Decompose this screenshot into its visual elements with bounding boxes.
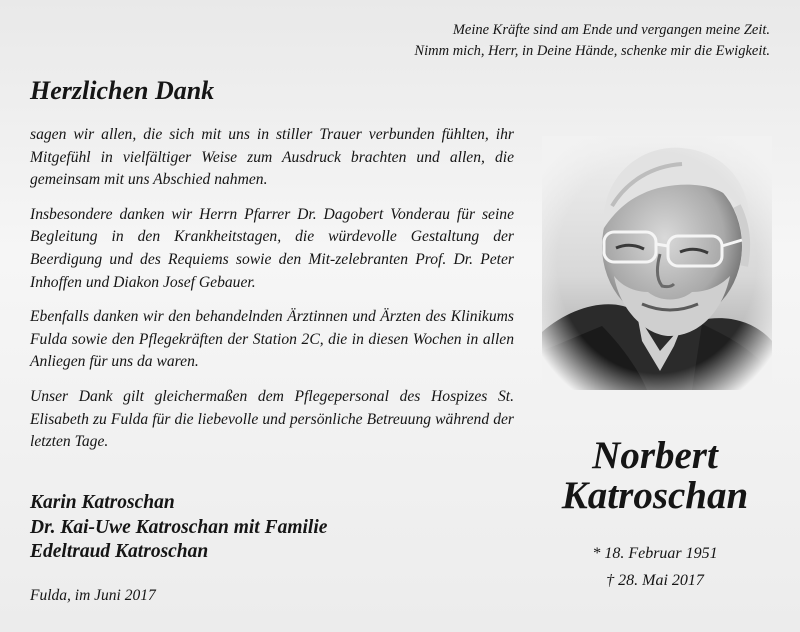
paragraph-2: Insbesondere danken wir Herrn Pfarrer Dr. Dagobert Vonderau für seine Begleitung in den Krankheitstagen, die würdevolle Gestaltung der Beerdigung und des Requiems sowie den Mit-zelebranten Prof. Dr. Peter Inhoffen und Diakon Josef Gebauer. — [30, 205, 514, 291]
thanks-text — [30, 124, 514, 466]
paragraph-3: Ebenfalls danken wir den behandelnden Ärztinnen und Ärzten des Klinikums Fulda sowie den Pflegekräften der Station 2C, die in diesen Wochen in allen Anliegen für uns da waren. — [30, 308, 514, 371]
paragraph-4: Unser Dank gilt gleichermaßen dem Pflegepersonal des Hospizes St. Elisabeth zu Fulda für die liebevolle und persönliche Betreuung während der letzten Tage. — [30, 387, 514, 451]
place-date: Fulda, im Juni 2017 — [30, 587, 156, 604]
motto-line-1: Meine Kräfte sind am Ende und vergangen meine Zeit. — [452, 22, 770, 38]
signer-3: Edeltraud Katroschan — [30, 541, 209, 562]
signers-list — [30, 491, 327, 565]
thanks-heading: Herzlichen Dank — [30, 76, 215, 105]
signer-1: Karin Katroschan — [30, 492, 175, 513]
motto-line-2: Nimm mich, Herr, in Deine Hände, schenke mir die Ewigkeit. — [414, 43, 770, 59]
paragraph-1: sagen wir allen, die sich mit uns in stiller Trauer verbunden fühlten, ihr Mitgefühl in vielfältiger Weise zum Ausdruck brachten und allen, die gemeinsam mit uns Abschied nahmen. — [30, 126, 514, 189]
death-date: † 28. Mai 2017 — [606, 572, 704, 589]
motto-verse — [414, 20, 770, 62]
deceased-last-name: Katroschan — [561, 474, 749, 517]
portrait-photo — [542, 136, 772, 390]
deceased-name — [530, 436, 780, 516]
birth-date: * 18. Februar 1951 — [592, 545, 718, 562]
deceased-first-name: Norbert — [592, 434, 718, 477]
life-dates — [530, 540, 780, 594]
signer-2: Dr. Kai-Uwe Katroschan mit Familie — [30, 516, 328, 538]
